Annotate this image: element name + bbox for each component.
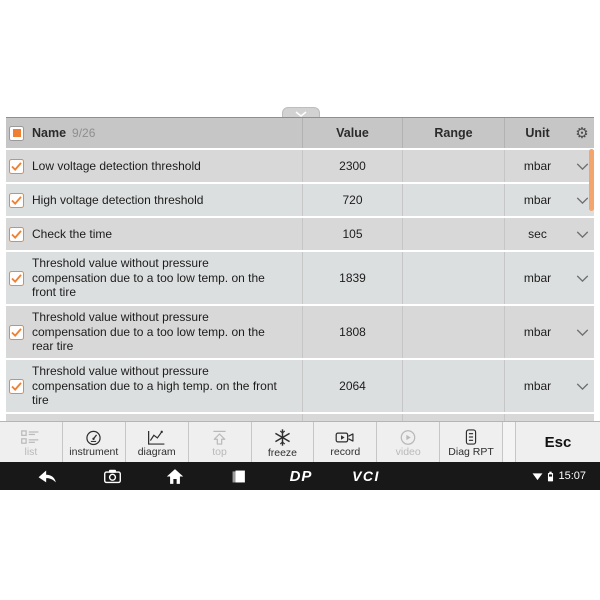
unit-dropdown[interactable] <box>570 252 594 304</box>
table-row[interactable] <box>6 306 594 358</box>
table-row[interactable] <box>6 360 594 412</box>
table-header <box>6 117 594 148</box>
check-icon <box>11 382 22 391</box>
wifi-icon <box>532 472 543 481</box>
vci-button[interactable]: VCI <box>352 468 380 484</box>
home-icon <box>166 468 184 485</box>
row-value: 720 <box>342 193 363 207</box>
chevron-down-icon <box>576 275 589 282</box>
button-label: freeze <box>267 446 298 459</box>
esc-button[interactable]: Esc <box>544 433 572 451</box>
snowflake-icon <box>272 428 293 447</box>
check-icon <box>11 230 22 239</box>
check-icon <box>11 196 22 205</box>
gauge-icon <box>83 429 104 446</box>
row-value: 2300 <box>339 159 366 173</box>
row-name: Low voltage detection threshold <box>32 158 201 173</box>
unit-dropdown[interactable] <box>570 218 594 250</box>
row-checkbox[interactable] <box>9 325 24 340</box>
list-button[interactable] <box>0 422 63 462</box>
chevron-down-icon <box>295 111 307 117</box>
row-checkbox[interactable] <box>9 159 24 174</box>
clock: 15:07 <box>558 470 586 482</box>
row-unit: mbar <box>523 193 552 207</box>
bottom-toolbar <box>0 421 600 462</box>
row-unit: sec <box>528 227 547 241</box>
dp-logo[interactable]: DP <box>289 467 313 485</box>
header-range: Range <box>434 126 473 140</box>
selection-counter: 9/26 <box>72 126 96 140</box>
row-unit: mbar <box>523 159 552 173</box>
row-value: 2064 <box>339 379 366 393</box>
home-button[interactable] <box>161 462 189 490</box>
list-icon <box>20 429 41 446</box>
row-unit: mbar <box>523 325 552 339</box>
header-unit: Unit <box>525 126 550 140</box>
back-button[interactable] <box>33 462 61 490</box>
button-label: Diag RPT <box>448 446 494 458</box>
check-icon <box>11 162 22 171</box>
row-unit: mbar <box>523 271 552 285</box>
check-icon <box>11 328 22 337</box>
check-icon <box>11 274 22 283</box>
row-checkbox[interactable] <box>9 379 24 394</box>
button-label: instrument <box>69 445 119 458</box>
chevron-down-icon <box>576 163 589 170</box>
parameter-table <box>6 117 594 421</box>
scrollbar-thumb[interactable] <box>589 149 594 211</box>
freeze-button[interactable] <box>252 422 315 462</box>
button-label: top <box>212 445 227 458</box>
row-value: 1839 <box>339 271 366 285</box>
button-label: record <box>330 445 361 458</box>
toolbar-spacer <box>503 422 516 462</box>
arrow-up-icon <box>209 429 230 446</box>
status-area <box>532 462 586 490</box>
replay-icon <box>398 429 418 446</box>
row-unit: mbar <box>523 379 552 393</box>
row-value: 1808 <box>339 325 366 339</box>
partial-table-row <box>6 414 594 421</box>
table-row[interactable] <box>6 252 594 304</box>
row-name: Threshold value without pressure compensation due to a high temp. on the front tire <box>32 364 277 408</box>
row-name: Threshold value without pressure compensation due to a too low temp. on the front tire <box>32 256 265 300</box>
recent-apps-icon <box>230 468 247 485</box>
top-button[interactable] <box>189 422 252 462</box>
table-row[interactable] <box>6 184 594 216</box>
report-icon <box>461 428 481 446</box>
row-name: High voltage detection threshold <box>32 192 204 207</box>
table-row[interactable] <box>6 218 594 250</box>
battery-icon <box>547 471 554 482</box>
recent-apps-button[interactable] <box>224 462 252 490</box>
table-row[interactable] <box>6 150 594 182</box>
diagram-button[interactable] <box>126 422 189 462</box>
video-button[interactable] <box>377 422 440 462</box>
line-chart-icon <box>146 429 167 446</box>
row-checkbox[interactable] <box>9 271 24 286</box>
row-value: 105 <box>342 227 363 241</box>
button-label: video <box>395 445 421 458</box>
unit-dropdown[interactable] <box>570 306 594 358</box>
android-navbar <box>0 462 600 490</box>
chevron-down-icon <box>576 383 589 390</box>
video-camera-icon <box>334 429 356 446</box>
record-button[interactable] <box>314 422 377 462</box>
instrument-button[interactable] <box>63 422 126 462</box>
button-label: diagram <box>137 445 176 458</box>
button-label: list <box>24 445 38 458</box>
row-name: Threshold value without pressure compensation due to a too low temp. on the rear tire <box>32 310 265 354</box>
diag-rpt-button[interactable] <box>440 422 503 462</box>
unit-dropdown[interactable] <box>570 360 594 412</box>
chevron-down-icon <box>576 197 589 204</box>
header-name: Name <box>32 126 67 140</box>
header-value: Value <box>336 126 369 140</box>
indeterminate-mark-icon <box>13 129 21 137</box>
select-all-checkbox[interactable] <box>9 126 24 141</box>
camera-icon <box>103 468 122 484</box>
settings-gear-icon[interactable]: ⚙ <box>575 124 589 142</box>
chevron-down-icon <box>576 231 589 238</box>
chevron-down-icon <box>576 329 589 336</box>
row-checkbox[interactable] <box>9 193 24 208</box>
screenshot-button[interactable] <box>98 462 126 490</box>
row-name: Check the time <box>32 226 113 241</box>
back-arrow-icon <box>36 468 58 484</box>
row-checkbox[interactable] <box>9 227 24 242</box>
